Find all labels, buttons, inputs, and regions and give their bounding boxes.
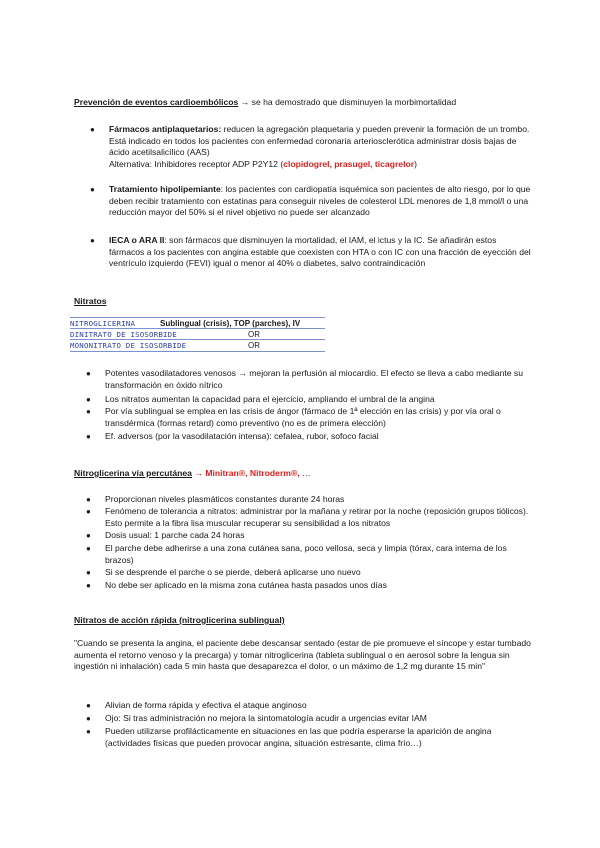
nitrates-table xyxy=(70,317,325,352)
bullet-icon: ● xyxy=(86,507,91,516)
list-item xyxy=(90,235,534,270)
section-subtitle: → se ha demostrado que disminuyen la morbimortalidad xyxy=(238,97,457,107)
list-item xyxy=(86,368,530,391)
item-text: El parche debe adherirse a una zona cutánea sana, poco vellosa, seca y limpia (tórax, cara interna de los brazos) xyxy=(105,543,507,565)
list-item xyxy=(86,506,530,529)
section-heading-prevention xyxy=(74,97,456,109)
table-row xyxy=(70,317,325,329)
bullet-icon: ● xyxy=(86,531,91,540)
bullet-icon: ● xyxy=(86,568,91,577)
bullet-icon: ● xyxy=(86,544,91,553)
item-text: Ef. adversos (por la vasodilatación intensa): cefalea, rubor, sofoco facial xyxy=(105,431,379,441)
item-text: Potentes vasodilatadores venosos → mejoran la perfusión al miocardio. El efecto se lleva a cabo mediante su transformación en óxido nítrico xyxy=(105,368,523,390)
item-text: reducen la agregación plaquetaria y pueden prevenir la formación de un trombo. Está indicado en todos los pacientes con enfermedad coronaria arteriosclerótica administrar dosis bajas de ácido acetilsalicílico (AAS) xyxy=(109,124,530,158)
item-text: Si se desprende el parche o se pierde, deberá aplicarse uno nuevo xyxy=(105,567,361,577)
section-heading-accion-rapida xyxy=(74,615,285,627)
item-alt-close: ) xyxy=(414,158,417,169)
table-row xyxy=(70,329,325,341)
list-item xyxy=(86,530,530,542)
section-heading-nitratos xyxy=(74,296,106,308)
item-text: Pueden utilizarse profilácticamente en situaciones en las que podría esperarse la aparición de angina (actividades físicas que pueden provocar angina, situación estresante, clima frío…) xyxy=(105,726,492,748)
bullet-icon: ● xyxy=(90,185,95,194)
drug-route: OR xyxy=(248,341,260,350)
table-row xyxy=(70,340,325,352)
item-title: Fármacos antiplaquetarios: xyxy=(109,124,222,134)
bullet-icon: ● xyxy=(90,125,95,134)
item-text: Proporcionan niveles plasmáticos constantes durante 24 horas xyxy=(105,494,345,504)
item-alt: Alternativa: Inhibidores receptor ADP P2Y12 ( xyxy=(109,158,284,169)
item-alt-drugs: clopidogrel, prasugel, ticagrelor xyxy=(283,158,415,169)
section-title: Nitroglicerina vía percutánea xyxy=(74,468,192,478)
list-item xyxy=(86,494,530,506)
item-text: : los pacientes con cardiopatía isquémica son pacientes de alto riesgo, por lo que deben recibir tratamiento con estatinas para conseguir niveles de colesterol LDL menores de 1,8 mmol/l o una reducción mayor del 50% si el nivel objetivo no puede ser alcanzado xyxy=(109,184,531,218)
brand-names: Minitran®, Nitroderm®, xyxy=(205,468,300,478)
list-item xyxy=(86,713,530,725)
list-item xyxy=(86,700,530,712)
item-title: Tratamiento hipolipemiante xyxy=(109,184,221,194)
bullet-icon: ● xyxy=(86,407,91,416)
bullet-icon: ● xyxy=(86,395,91,404)
list-item xyxy=(86,406,530,429)
item-text: No debe ser aplicado en la misma zona cutánea hasta pasados unos días xyxy=(105,580,387,590)
item-title: IECA o ARA II xyxy=(109,235,165,245)
list-item xyxy=(90,124,534,170)
bullet-icon: ● xyxy=(86,714,91,723)
item-text: Fenómeno de tolerancia a nitratos: administrar por la mañana y retirar por la noche (reposición grupos tiólicos). Esto permite a la fibra lisa muscular recuperar su sensibilidad a los nitratos xyxy=(105,506,529,528)
section-title: Prevención de eventos cardioembólicos xyxy=(74,97,239,107)
list-item xyxy=(86,580,530,592)
drug-name: DINITRATO DE ISOSORBIDE xyxy=(70,329,177,339)
section-title: Nitratos xyxy=(74,296,107,306)
list-item xyxy=(86,567,530,579)
list-item xyxy=(86,431,530,443)
bullet-icon: ● xyxy=(86,581,91,590)
ellipsis: … xyxy=(299,468,311,478)
section-title: Nitratos de acción rápida (nitroglicerina sublingual) xyxy=(74,615,285,625)
bullet-icon: ● xyxy=(86,727,91,736)
quote-paragraph: "Cuando se presenta la angina, el paciente debe descansar sentado (estar de pie promueve el síncope y estar tumbado aumenta el retorno venoso y la precarga) y tomar nitroglicerina (tableta sublingual o en aerosol sobre la lengua sin ingestión ni inhalación) cada 5 min hasta que desaparezca el dolor, o un máximo de 1,2 mg durante 15 min" xyxy=(74,638,531,672)
list-item xyxy=(86,543,530,566)
drug-route: OR xyxy=(248,329,260,339)
item-text: Alivian de forma rápida y efectiva el ataque anginoso xyxy=(105,700,307,710)
drug-route: Sublingual (crisis), TOP (parches), IV xyxy=(160,319,301,328)
bullet-icon: ● xyxy=(86,432,91,441)
drug-name: MONONITRATO DE ISOSORBIDE xyxy=(70,341,187,350)
bullet-icon: ● xyxy=(86,701,91,710)
section-heading-percutanea xyxy=(74,468,311,480)
drug-name: NITROGLICERINA xyxy=(70,319,136,328)
item-text: Por vía sublingual se emplea en las crisis de ángor (fármaco de 1ª elección en las crisis) y por vía oral o transdérmica (formas retard) como preventivo (no es de primera elección) xyxy=(105,406,501,428)
bullet-icon: ● xyxy=(86,369,91,378)
list-item xyxy=(86,394,530,406)
list-item xyxy=(90,184,534,219)
bullet-icon: ● xyxy=(86,495,91,504)
item-text: Ojo: Si tras administración no mejora la sintomatología acudir a urgencias evitar IAM xyxy=(105,713,427,723)
item-text: Dosis usual: 1 parche cada 24 horas xyxy=(105,530,245,540)
list-item xyxy=(86,726,530,749)
item-text: : son fármacos que disminuyen la mortalidad, el IAM, el ictus y la IC. Se añadirán estos fármacos a los pacientes con angina estable que coexisten con HTA o con IC con una fracción de eyección del ventrículo izquierdo (FEVI) igual o menor al 40% o diabetes, salvo contraindicación xyxy=(109,235,531,269)
arrow: → xyxy=(191,468,206,478)
bullet-icon: ● xyxy=(90,236,95,245)
item-text: Los nitratos aumentan la capacidad para el ejercicio, ampliando el umbral de la angina xyxy=(105,394,435,404)
